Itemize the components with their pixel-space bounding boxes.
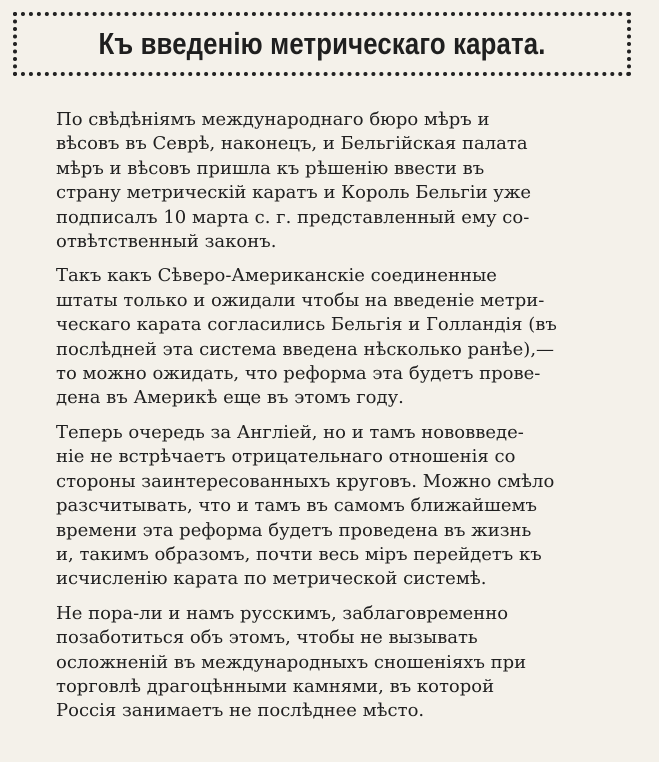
paragraph-line: исчисленію карата по метрической системѣ. [56,568,487,590]
paragraph-line: послѣдней эта система введена нѣсколько ранѣе),— [56,338,555,360]
paragraph-line: ніе не встрѣчаетъ отрицательнаго отношенія со [56,446,516,468]
article-body [30,108,638,724]
paragraph-line: По свѣдѣніямъ международнаго бюро мѣръ и [56,109,490,130]
paragraph-line: и, такимъ образомъ, почти весь міръ перейдетъ къ [56,543,542,565]
paragraph-line: дена въ Америкѣ еще въ этомъ году. [56,387,404,409]
paragraph-line: позаботиться объ этомъ, чтобы не вызывать [56,627,478,649]
paragraph-line: Не пора-ли и намъ русскимъ, заблаговременно [56,602,509,624]
paragraph-line: то можно ожидать, что реформа эта будетъ прове- [56,363,541,385]
paragraph-4 [30,602,638,724]
paragraph-line: торговлѣ драгоцѣнными камнями, въ которой [56,675,495,697]
paragraph-line: вѣсовъ въ Севрѣ, наконецъ, и Бельгійская палата [56,133,528,155]
title-frame [13,12,631,76]
paragraph-line: мѣръ и вѣсовъ пришла къ рѣшенію ввести въ [56,157,485,179]
paragraph-line: штаты только и ожидали чтобы на введеніе метри- [56,289,545,311]
paragraph-line: разсчитывать, что и тамъ въ самомъ ближайшемъ [56,495,537,517]
paragraph-line: Такъ какъ Сѣверо-Американскіе соединенные [56,265,497,287]
paragraph-1 [30,108,638,254]
paragraph-2 [30,264,638,410]
paragraph-line: ческаго карата согласились Бельгія и Голландія (въ [56,314,557,336]
paragraph-line: времени эта реформа будетъ проведена въ жизнь [56,519,532,541]
paragraph-line: подписалъ 10 марта с. г. представленный ему со- [56,206,530,228]
paragraph-line: осложненій въ международныхъ сношеніяхъ при [56,651,527,673]
paragraph-line: Россія занимаетъ не послѣднее мѣсто. [56,700,425,722]
paragraph-line: стороны заинтересованныхъ круговъ. Можно смѣло [56,470,555,492]
paragraph-3 [30,421,638,592]
paragraph-line: страну метрическій каратъ и Король Бельгіи уже [56,182,532,204]
paragraph-line: Теперь очередь за Англіей, но и тамъ нововведе- [56,421,524,443]
article-title: Къ введенію метрическаго карата. [98,26,546,61]
paragraph-line: отвѣтственный законъ. [56,231,277,253]
